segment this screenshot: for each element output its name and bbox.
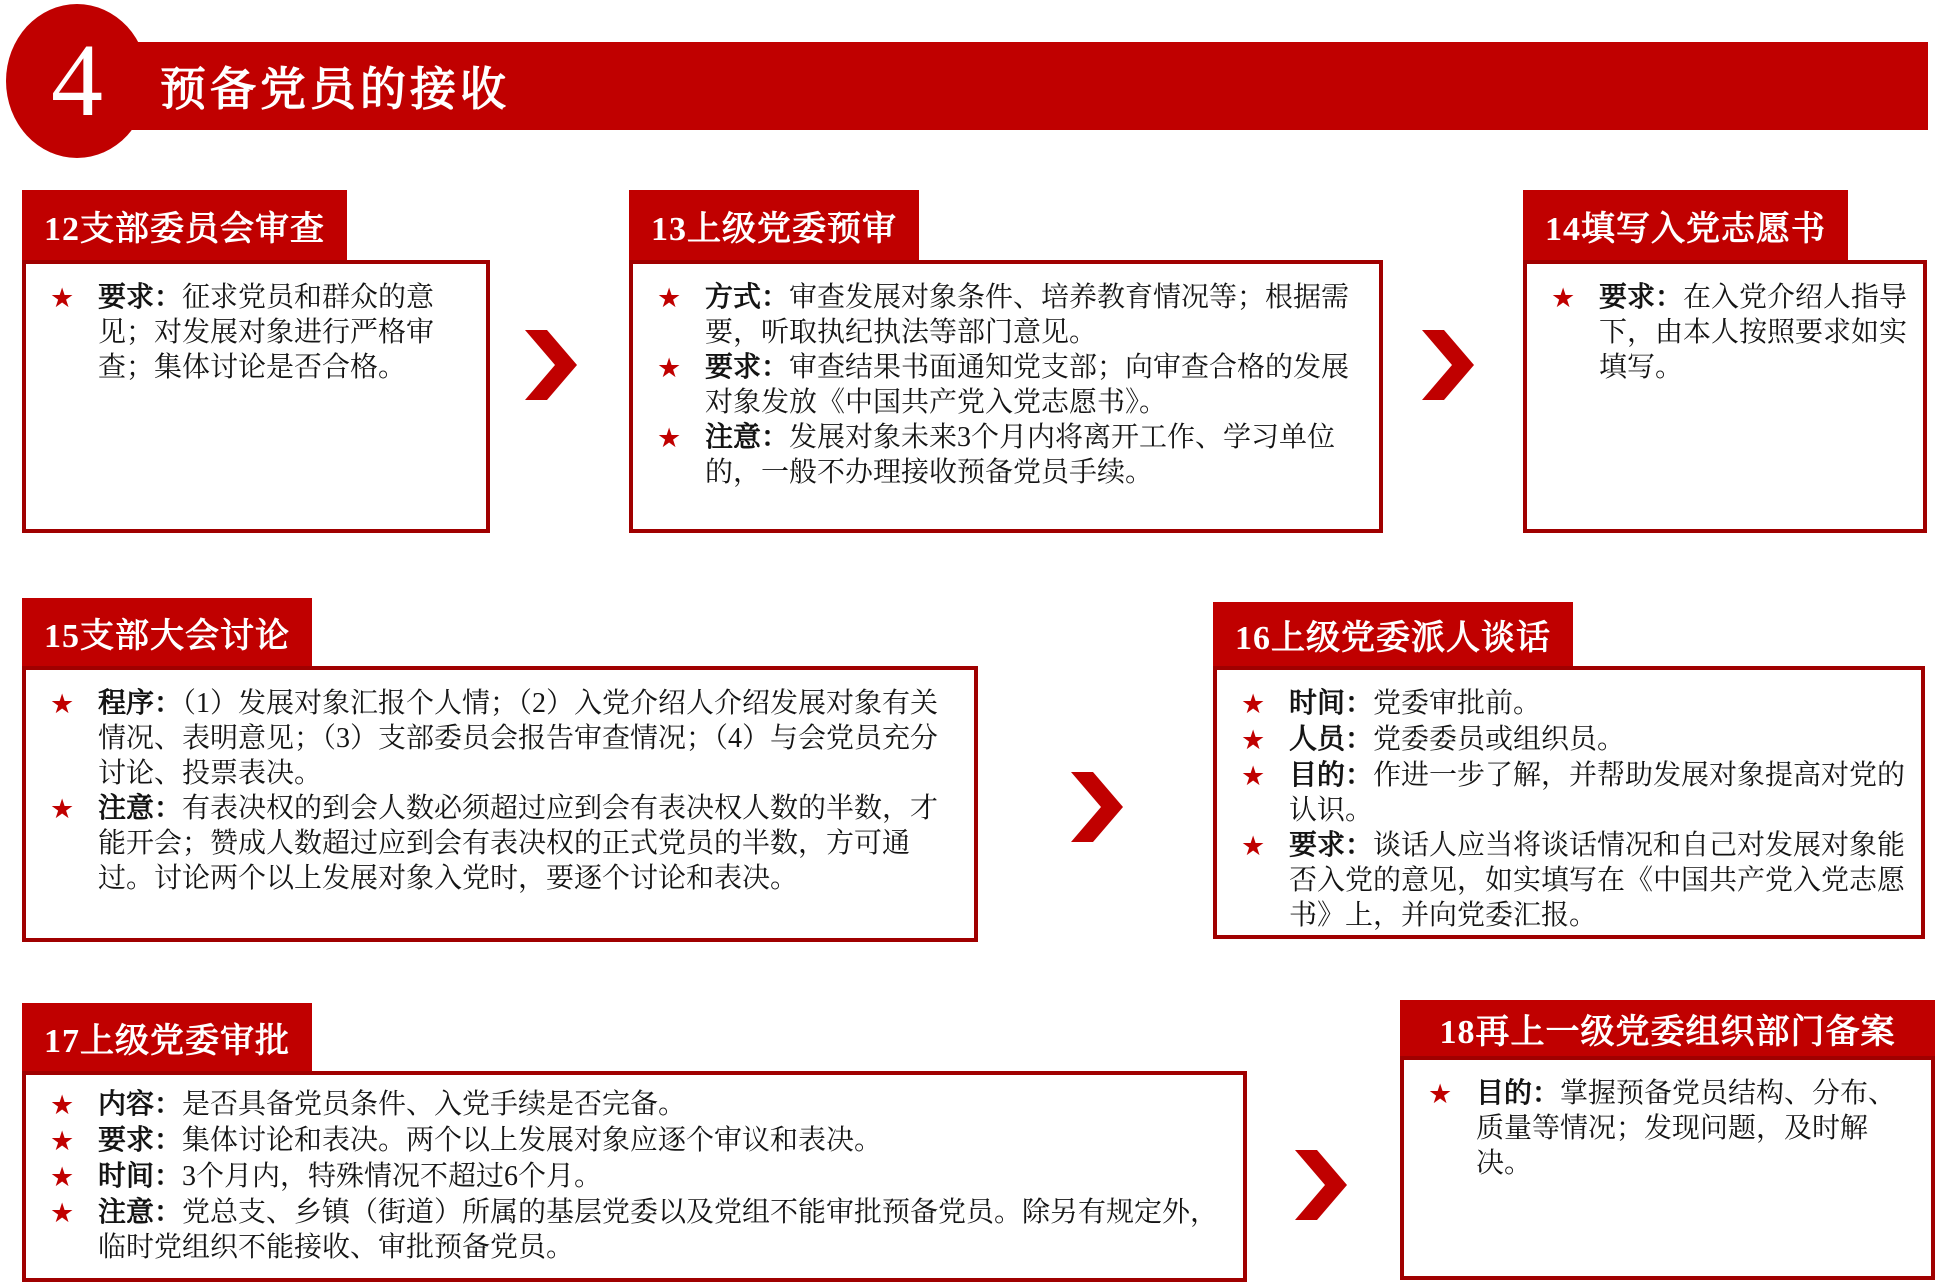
flow-arrow-icon (1422, 330, 1474, 400)
flow-arrow-icon (525, 330, 577, 400)
bullet-text: 目的：掌握预备党员结构、分布、质量等情况；发现问题，及时解决。 (1476, 1078, 1897, 1179)
star-bullet-icon: ★ (50, 1090, 75, 1120)
page-title: 预备党员的接收 (160, 64, 510, 115)
star-bullet-icon: ★ (50, 1162, 75, 1192)
box-14-body (1523, 260, 1927, 533)
box-13-body (629, 260, 1383, 533)
bullet-text: 要求：集体讨论和表决。两个以上发展对象应逐个审议和表决。 (98, 1125, 883, 1156)
bullet-text: 要求：审查结果书面通知党支部；向审查合格的发展对象发放《中国共产党入党志愿书》。 (705, 352, 1350, 418)
list-item (50, 280, 472, 385)
list-item (1241, 758, 1907, 828)
box-16-body (1213, 666, 1925, 939)
bullet-text: 要求：在入党介绍人指导下，由本人按照要求如实填写。 (1599, 282, 1908, 383)
box-17-header: 17上级党委审批 (22, 1003, 312, 1071)
box-18-header: 18再上一级党委组织部门备案 (1400, 1000, 1935, 1056)
bullet-text: 注意：党总支、乡镇（街道）所属的基层党委以及党组不能审批预备党员。除另有规定外，临时党组织不能接收、审批预备党员。 (98, 1197, 1219, 1263)
flow-box-15 (22, 598, 978, 942)
box-15-header: 15支部大会讨论 (22, 598, 312, 666)
list-item (50, 1195, 1229, 1265)
list-item (50, 1159, 1229, 1195)
list-item (1241, 828, 1907, 933)
list-item (1428, 1076, 1917, 1181)
list-item (50, 791, 960, 896)
bullet-text: 内容：是否具备党员条件、入党手续是否完备。 (98, 1089, 687, 1120)
star-bullet-icon: ★ (1551, 283, 1576, 313)
flow-box-14 (1523, 190, 1927, 533)
star-bullet-icon: ★ (657, 283, 682, 313)
bullet-text: 人员：党委委员或组织员。 (1289, 724, 1626, 755)
list-item (1241, 686, 1907, 722)
box-17-body (22, 1071, 1247, 1282)
list-item (657, 350, 1365, 420)
star-bullet-icon: ★ (657, 423, 682, 453)
star-bullet-icon: ★ (50, 1198, 75, 1228)
star-bullet-icon: ★ (1241, 761, 1266, 791)
bullet-text: 方式：审查发展对象条件、培养教育情况等；根据需要，听取执纪执法等部门意见。 (705, 282, 1350, 348)
bullet-text: 要求：谈话人应当将谈话情况和自己对发展对象能否入党的意见，如实填写在《中国共产党入党志愿书》上，并向党委汇报。 (1289, 830, 1906, 931)
step-number-badge (6, 4, 148, 158)
header-banner (60, 42, 1928, 130)
bullet-text: 时间：党委审批前。 (1289, 688, 1542, 719)
flow-box-17 (22, 1003, 1247, 1282)
box-15-body (22, 666, 978, 942)
box-13-header: 13上级党委预审 (629, 190, 919, 260)
flow-box-16 (1213, 602, 1925, 939)
flow-arrow-icon (1071, 772, 1123, 842)
star-bullet-icon: ★ (50, 1126, 75, 1156)
flow-box-12 (22, 190, 490, 533)
bullet-text: 注意：发展对象未来3个月内将离开工作、学习单位的，一般不办理接收预备党员手续。 (705, 422, 1336, 488)
list-item (50, 1123, 1229, 1159)
flow-arrow-icon (1295, 1150, 1347, 1220)
list-item (50, 686, 960, 791)
star-bullet-icon: ★ (50, 283, 75, 313)
box-12-header: 12支部委员会审查 (22, 190, 347, 260)
star-bullet-icon: ★ (1241, 725, 1266, 755)
star-bullet-icon: ★ (1428, 1079, 1453, 1109)
box-18-body (1400, 1056, 1935, 1280)
star-bullet-icon: ★ (1241, 831, 1266, 861)
flow-box-18 (1400, 1000, 1935, 1280)
bullet-text: 要求：征求党员和群众的意见；对发展对象进行严格审查；集体讨论是否合格。 (98, 282, 435, 383)
bullet-text: 程序：（1）发展对象汇报个人情；（2）入党介绍人介绍发展对象有关情况、表明意见；（3）支部委员会报告审查情况；（4）与会党员充分讨论、投票表决。 (98, 688, 939, 789)
list-item (657, 420, 1365, 490)
star-bullet-icon: ★ (50, 689, 75, 719)
star-bullet-icon: ★ (657, 353, 682, 383)
list-item (50, 1087, 1229, 1123)
list-item (1551, 280, 1909, 385)
bullet-text: 注意：有表决权的到会人数必须超过应到会有表决权人数的半数，才能开会；赞成人数超过应到会有表决权的正式党员的半数，方可通过。讨论两个以上发展对象入党时，要逐个讨论和表决。 (98, 793, 939, 894)
list-item (1241, 722, 1907, 758)
box-12-body (22, 260, 490, 533)
list-item (657, 280, 1365, 350)
box-16-header: 16上级党委派人谈话 (1213, 602, 1573, 666)
step-number: 4 (51, 23, 103, 138)
star-bullet-icon: ★ (1241, 689, 1266, 719)
bullet-text: 目的：作进一步了解，并帮助发展对象提高对党的认识。 (1289, 760, 1906, 826)
star-bullet-icon: ★ (50, 794, 75, 824)
box-14-header: 14填写入党志愿书 (1523, 190, 1848, 260)
bullet-text: 时间：3个月内，特殊情况不超过6个月。 (98, 1161, 603, 1192)
flow-box-13 (629, 190, 1383, 533)
